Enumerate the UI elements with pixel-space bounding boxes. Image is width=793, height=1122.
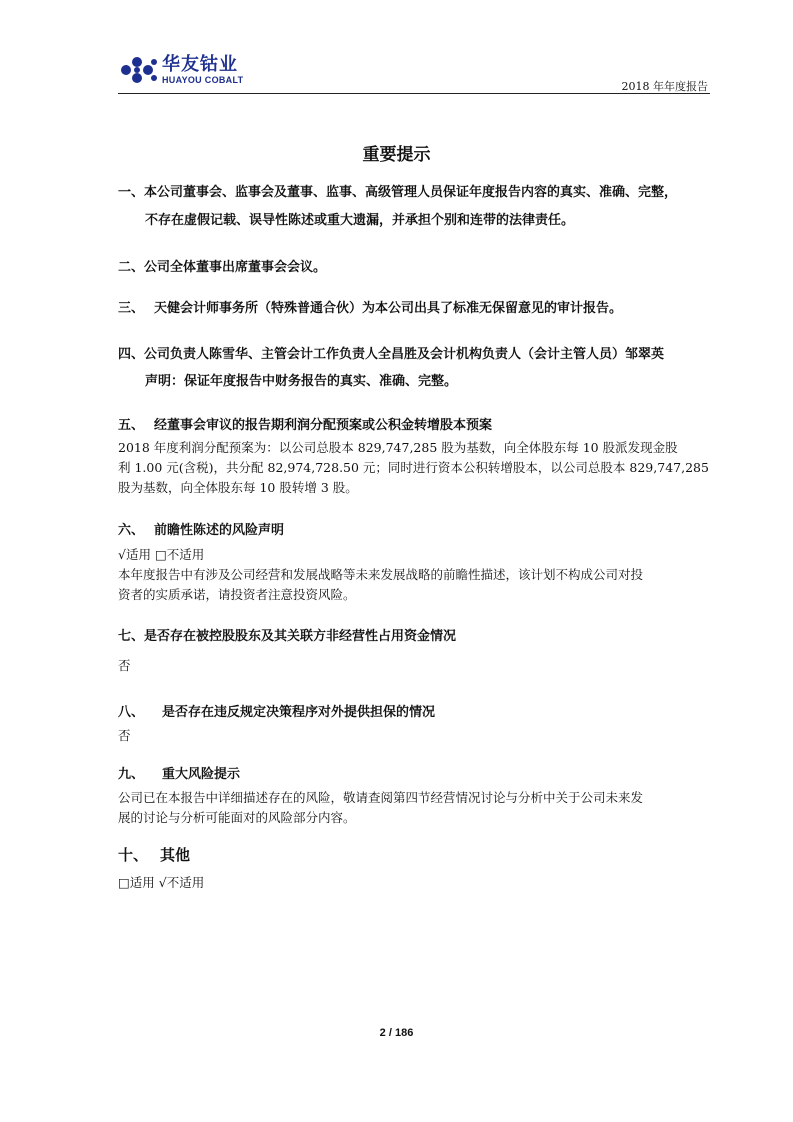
company-logo	[118, 54, 243, 86]
item-9-body-line-1: 公司已在本报告中详细描述存在的风险，敬请查阅第四节经营情况讨论与分析中关于公司未来发	[118, 790, 644, 805]
item-8-number: 八、	[118, 705, 145, 720]
item-3-number: 三、	[118, 301, 145, 316]
item-6-body-line-2: 资者的实质承诺，请投资者注意投资风险。	[118, 587, 356, 602]
item-10-number: 十、	[118, 846, 149, 864]
item-3	[118, 297, 622, 316]
item-9-text: 重大风险提示	[162, 767, 241, 782]
item-5-text: 经董事会审议的报告期利润分配预案或公积金转增股本预案	[154, 418, 493, 433]
item-6-applicability: √适用 □不适用	[118, 547, 205, 562]
item-6-number: 六、	[118, 523, 145, 538]
item-8-answer: 否	[118, 728, 131, 743]
item-9-body-line-2: 展的讨论与分析可能面对的风险部分内容。	[118, 810, 356, 825]
item-9-number: 九、	[118, 767, 145, 782]
page-number: 2 / 186	[379, 1027, 414, 1039]
item-8-text: 是否存在违反规定决策程序对外提供担保的情况	[162, 705, 436, 720]
item-1-line-1: 一、本公司董事会、监事会及董事、监事、高级管理人员保证年度报告内容的真实、准确、完整，	[118, 185, 678, 200]
item-6-text: 前瞻性陈述的风险声明	[154, 523, 285, 538]
item-6-body	[118, 545, 718, 605]
item-4-line-1: 四、公司负责人陈雪华、主管会计工作负责人全昌胜及会计机构负责人（会计主管人员）邹翠英	[118, 347, 665, 362]
item-4-line-2: 声明：保证年度报告中财务报告的真实、准确、完整。	[145, 374, 458, 389]
item-10-text: 其他	[160, 846, 191, 864]
item-2: 二、公司全体董事出席董事会会议。	[118, 260, 327, 275]
logo-english-name: HUAYOU COBALT	[162, 75, 244, 85]
item-5-body-line-2: 利 1.00 元(含税)，共分配 82,974,728.50 元；同时进行资本公积转增股本，以公司总股本 829,747,285	[118, 460, 709, 475]
item-8-heading	[118, 701, 435, 720]
item-6-heading	[118, 519, 284, 538]
item-1-line-2: 不存在虚假记载、误导性陈述或重大遗漏，并承担个别和连带的法律责任。	[145, 213, 575, 228]
page-title: 重要提示	[362, 145, 431, 165]
item-5-body-line-1: 2018 年度利润分配预案为：以公司总股本 829,747,285 股为基数，向全体股东每 10 股派发现金股	[118, 440, 678, 455]
item-6-body-line-1: 本年度报告中有涉及公司经营和发展战略等未来发展战略的前瞻性描述，该计划不构成公司对投	[118, 567, 644, 582]
item-5-body-line-3: 股为基数，向全体股东每 10 股转增 3 股。	[118, 480, 358, 495]
item-9-heading	[118, 763, 240, 782]
item-5-heading	[118, 414, 492, 433]
item-9-body	[118, 788, 718, 828]
item-10-heading	[118, 844, 190, 865]
logo-mark-icon	[118, 54, 158, 86]
item-7-heading: 七、是否存在被控股股东及其关联方非经营性占用资金情况	[118, 629, 457, 644]
logo-chinese-name: 华友钴业	[162, 54, 238, 75]
item-7-answer: 否	[118, 658, 131, 673]
item-3-text: 天健会计师事务所（特殊普通合伙）为本公司出具了标准无保留意见的审计报告。	[154, 301, 623, 316]
item-5-number: 五、	[118, 418, 145, 433]
item-5-body	[118, 438, 718, 498]
report-title: 2018 年年度报告	[621, 80, 708, 93]
page-header	[118, 50, 710, 92]
header-divider	[118, 93, 710, 94]
item-10-applicability: □适用 √不适用	[118, 875, 205, 890]
